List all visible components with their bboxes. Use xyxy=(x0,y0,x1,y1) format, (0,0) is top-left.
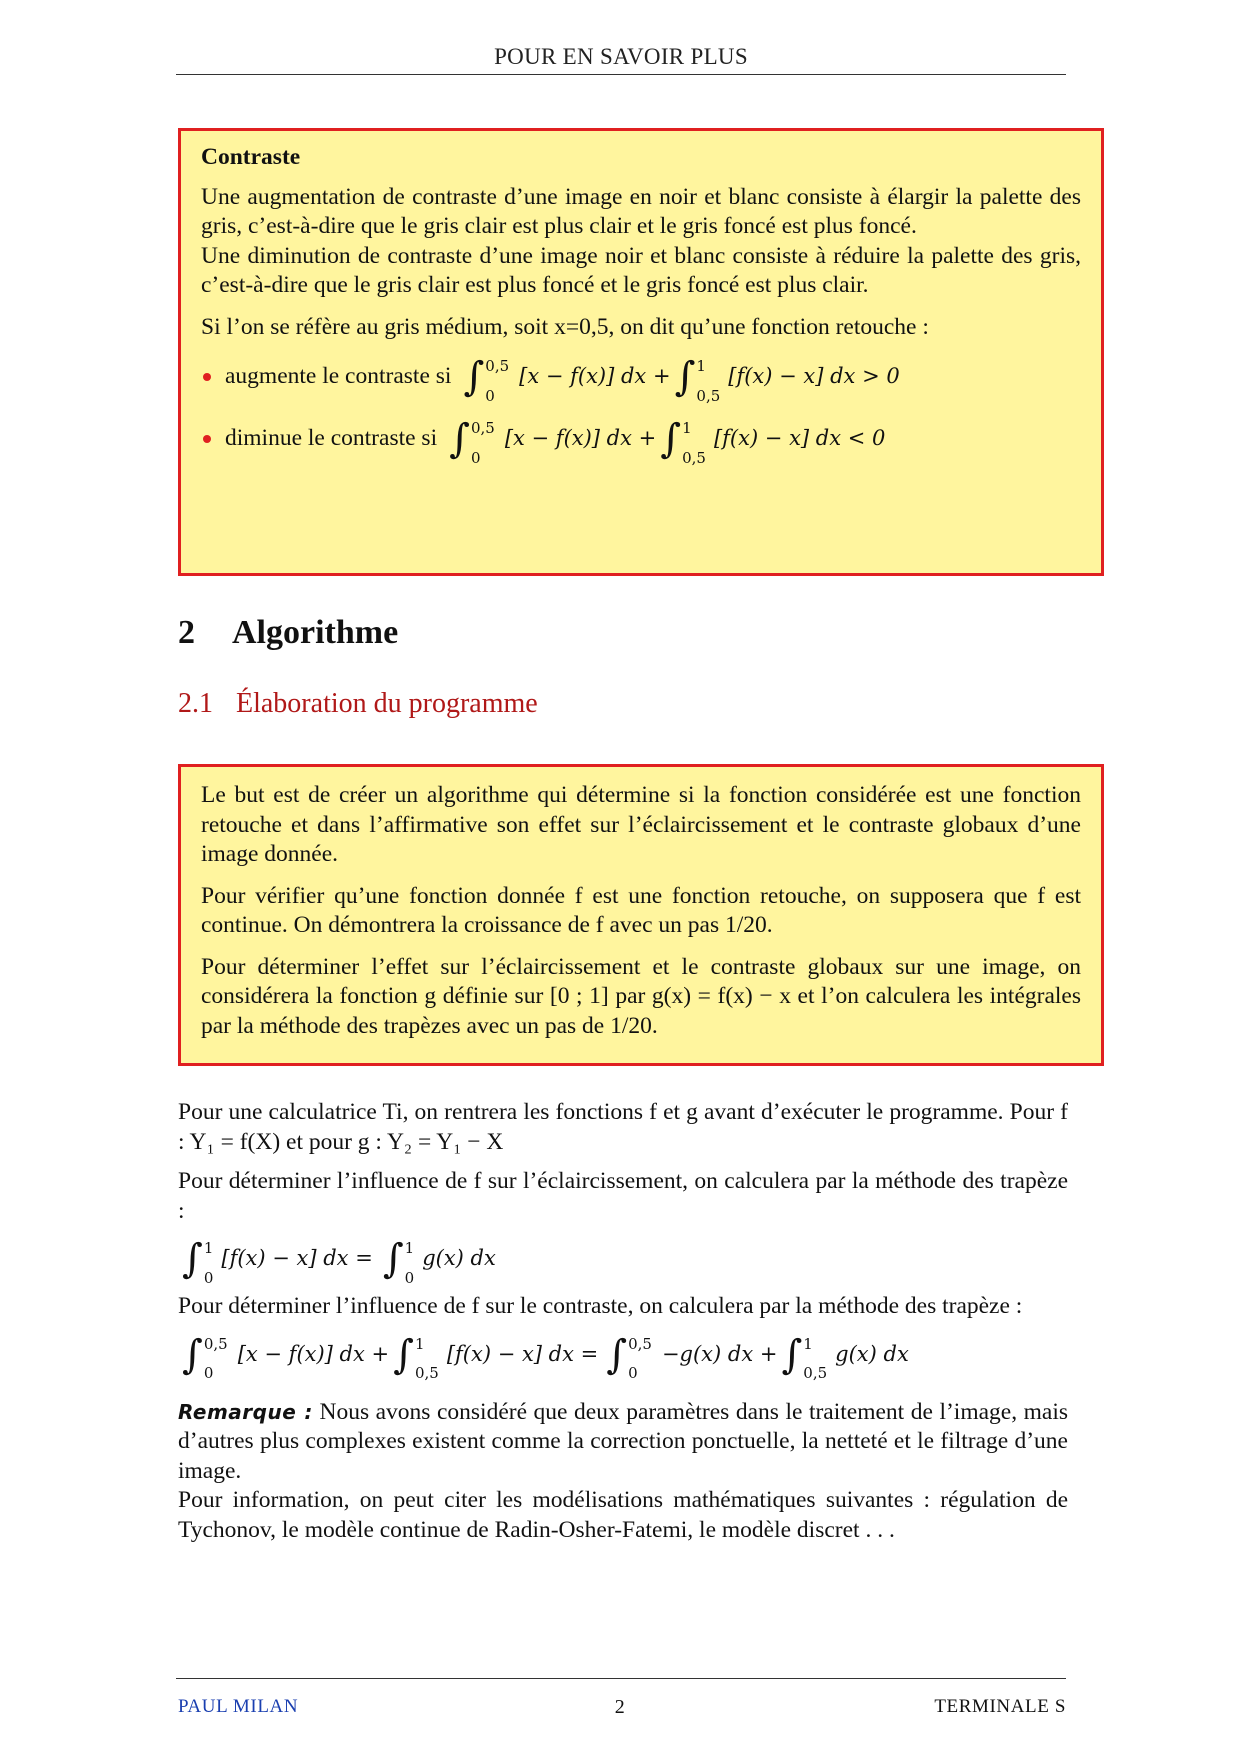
integral-symbol: ∫ 0,5 0 xyxy=(449,416,495,467)
remark-text: Nous avons considéré que deux paramètres dans le traitement de l’image, mais d’autres plus complexes existent comme la correction ponctuelle, la netteté et le filtrage d’une image. xyxy=(178,1398,1069,1484)
equation-brightness xyxy=(178,1234,1068,1287)
section-number: 2 xyxy=(178,614,195,651)
running-header: POUR EN SAVOIR PLUS xyxy=(494,44,748,69)
integral-body: [f(x) − x] dx < 0 xyxy=(713,426,886,451)
remark-paragraph xyxy=(178,1398,1068,1487)
integral-body: g(x) dx xyxy=(835,1341,909,1366)
section-heading xyxy=(178,614,398,652)
box-paragraph: Si l’on se réfère au gris médium, soit x=0,5, on dit qu’une fonction retouche : xyxy=(201,313,929,340)
integral-symbol: ∫ 1 0,5 xyxy=(393,1331,439,1382)
footer-rule xyxy=(176,1678,1066,1679)
integral-body: [f(x) − x] dx = xyxy=(446,1341,599,1366)
box-paragraph: Une diminution de contraste d’une image noir et blanc consiste à réduire la palette des gris, c’est-à-dire que le gris clair est plus foncé et le gris foncé est plus clair. xyxy=(201,242,1081,298)
subsection-title: Élaboration du programme xyxy=(236,688,538,719)
contrast-box xyxy=(178,128,1104,576)
subsection-heading xyxy=(178,688,538,720)
equation-contrast xyxy=(178,1330,1068,1380)
body-paragraph: Pour déterminer l’influence de f sur l’éclaircissement, on calculera par la méthode des trapèze : xyxy=(178,1168,1068,1224)
integral-body: [x − f(x)] dx + xyxy=(519,364,671,389)
box-paragraph: Une augmentation de contraste d’une image en noir et blanc consiste à élargir la palette des gris, c’est-à-dire que le gris clair est plus clair et le gris foncé est plus foncé. xyxy=(201,183,1081,239)
body-content xyxy=(178,1098,1068,1545)
bullet-item xyxy=(201,414,1081,467)
header-rule xyxy=(176,74,1066,75)
box-paragraph: Pour déterminer l’effet sur l’éclaircissement et le contraste globaux sur une image, on considérera la fonction g définie sur [0 ; 1] par g(x) = f(x) − x et l’on calculera les intégrales par la méthode des trapèzes avec un pas de 1/20. xyxy=(201,953,1081,1039)
page-number: 2 xyxy=(614,1696,626,1718)
integral-symbol: ∫ 1 0,5 xyxy=(781,1331,828,1382)
integral-symbol: ∫ 1 0 xyxy=(382,1236,415,1287)
integral-body: g(x) dx xyxy=(422,1246,496,1271)
integral-symbol: ∫ 1 0 xyxy=(182,1236,214,1287)
integral-symbol: ∫ 1 0,5 xyxy=(660,416,706,467)
integral-body: [x − f(x)] dx + xyxy=(504,426,657,451)
body-paragraph: Pour une calculatrice Ti, on rentrera les fonctions f et g avant d’exécuter le programme. Pour f : Y₁ = f(X) et pour g : Y₂ = Y₁ − X xyxy=(178,1099,1068,1155)
footer-class: TERMINALE S xyxy=(934,1696,1066,1717)
box-paragraph: Le but est de créer un algorithme qui détermine si la fonction considérée est une fonction retouche et dans l’affirmative son effet sur l’éclaircissement et le contraste globaux d’une image donnée. xyxy=(201,782,1081,867)
bullet-item xyxy=(201,352,1081,405)
integral-symbol: ∫ 0,5 0 xyxy=(606,1331,652,1382)
remark-label: Remarque : xyxy=(178,1399,313,1424)
integral-body: [x − f(x)] dx + xyxy=(237,1341,390,1366)
integral-symbol: ∫ 0,5 0 xyxy=(463,354,510,405)
bullet-icon xyxy=(203,435,211,443)
integral-symbol: ∫ 1 0,5 xyxy=(674,354,721,405)
subsection-number: 2.1 xyxy=(178,688,213,719)
footer-author: PAUL MILAN xyxy=(178,1696,299,1717)
bullet-label: augmente le contraste si xyxy=(225,363,452,390)
bullet-icon xyxy=(203,373,211,381)
body-paragraph: Pour déterminer l’influence de f sur le contraste, on calculera par la méthode des trapèze : xyxy=(178,1293,1023,1319)
box-paragraph: Pour vérifier qu’une fonction donnée f est une fonction retouche, on supposera que f est continue. On démontrera la croissance de f avec un pas 1/20. xyxy=(201,882,1081,938)
body-paragraph: Pour information, on peut citer les modélisations mathématiques suivantes : régulation de Tychonov, le modèle continue de Radin-Osher-Fatemi, le modèle discret . . . xyxy=(178,1487,1068,1543)
algorithm-box xyxy=(178,764,1104,1066)
integral-body: −g(x) dx + xyxy=(661,1341,778,1366)
bullet-label: diminue le contraste si xyxy=(225,425,438,452)
section-title: Algorithme xyxy=(232,614,399,651)
integral-symbol: ∫ 0,5 0 xyxy=(182,1331,228,1382)
integral-body: [f(x) − x] dx > 0 xyxy=(728,364,900,389)
box-title: Contraste xyxy=(201,144,301,170)
integral-body: [f(x) − x] dx = xyxy=(221,1246,373,1271)
